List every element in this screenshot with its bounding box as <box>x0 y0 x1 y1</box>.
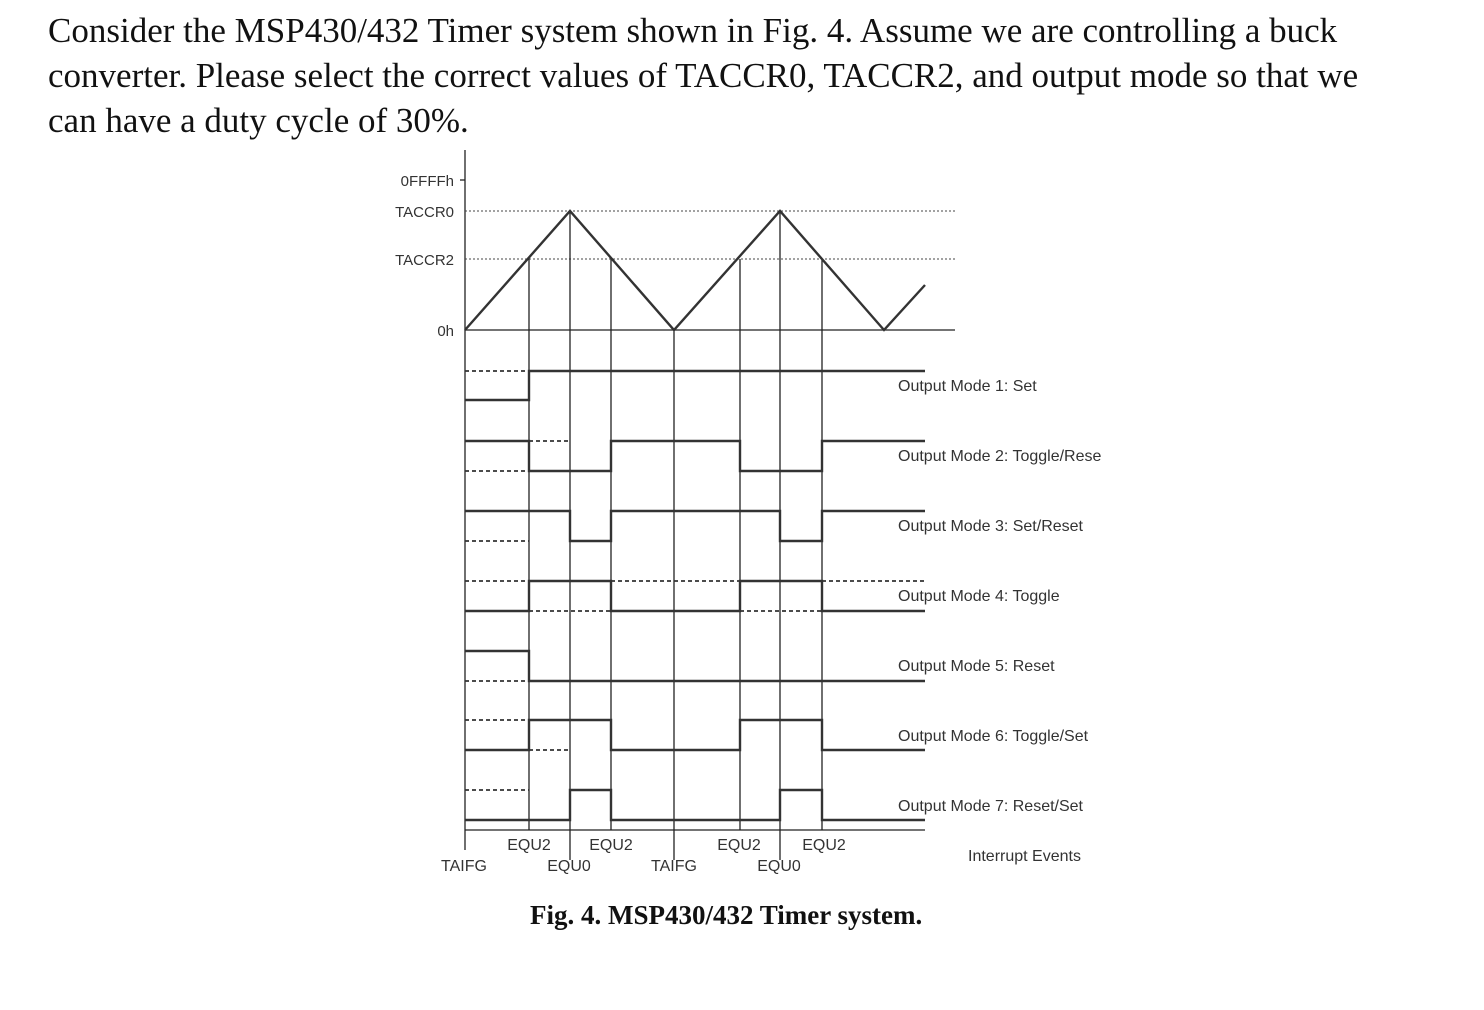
event-label-equ2-4: EQU2 <box>802 837 846 854</box>
mode-6-waveform <box>465 720 925 750</box>
output-mode-7-label: Output Mode 7: Reset/Set <box>898 798 1083 815</box>
event-label-equ2-1: EQU2 <box>507 837 551 854</box>
timer-counter-waveform <box>465 211 925 330</box>
y-label-zero: 0h <box>437 323 454 340</box>
event-label-taifg-1: TAIFG <box>441 858 487 875</box>
output-mode-1-label: Output Mode 1: Set <box>898 378 1037 395</box>
question-line-1: Consider the MSP430/432 Timer system shown in Fig. 4. Assume we are controlling a buck <box>48 11 1338 50</box>
mode-1-waveform <box>465 371 925 400</box>
event-label-taifg-2: TAIFG <box>651 858 697 875</box>
output-mode-4-label: Output Mode 4: Toggle <box>898 588 1060 605</box>
y-label-taccr2: TACCR2 <box>395 252 454 269</box>
event-label-equ2-2: EQU2 <box>589 837 633 854</box>
mode-4-waveform <box>465 581 925 611</box>
output-mode-5-label: Output Mode 5: Reset <box>898 658 1055 675</box>
output-mode-6-label: Output Mode 6: Toggle/Set <box>898 728 1089 745</box>
figure-caption: Fig. 4. MSP430/432 Timer system. <box>530 900 923 930</box>
question-line-3: can have a duty cycle of 30%. <box>48 101 469 140</box>
mode-2-waveform <box>465 441 925 471</box>
mode-5-waveform <box>465 651 925 681</box>
event-label-equ0-1: EQU0 <box>547 858 591 875</box>
y-label-taccr0: TACCR0 <box>395 204 454 221</box>
y-label-max: 0FFFFh <box>400 173 454 190</box>
question-line-2: converter. Please select the correct values of TACCR0, TACCR2, and output mode so that we <box>48 56 1359 95</box>
interrupt-events-label: Interrupt Events <box>968 848 1081 865</box>
mode-7-waveform <box>465 790 925 820</box>
output-mode-2-label: Output Mode 2: Toggle/Rese <box>898 448 1102 465</box>
output-mode-3-label: Output Mode 3: Set/Reset <box>898 518 1083 535</box>
mode-3-waveform <box>465 511 925 541</box>
event-label-equ0-2: EQU0 <box>757 858 801 875</box>
event-label-equ2-3: EQU2 <box>717 837 761 854</box>
